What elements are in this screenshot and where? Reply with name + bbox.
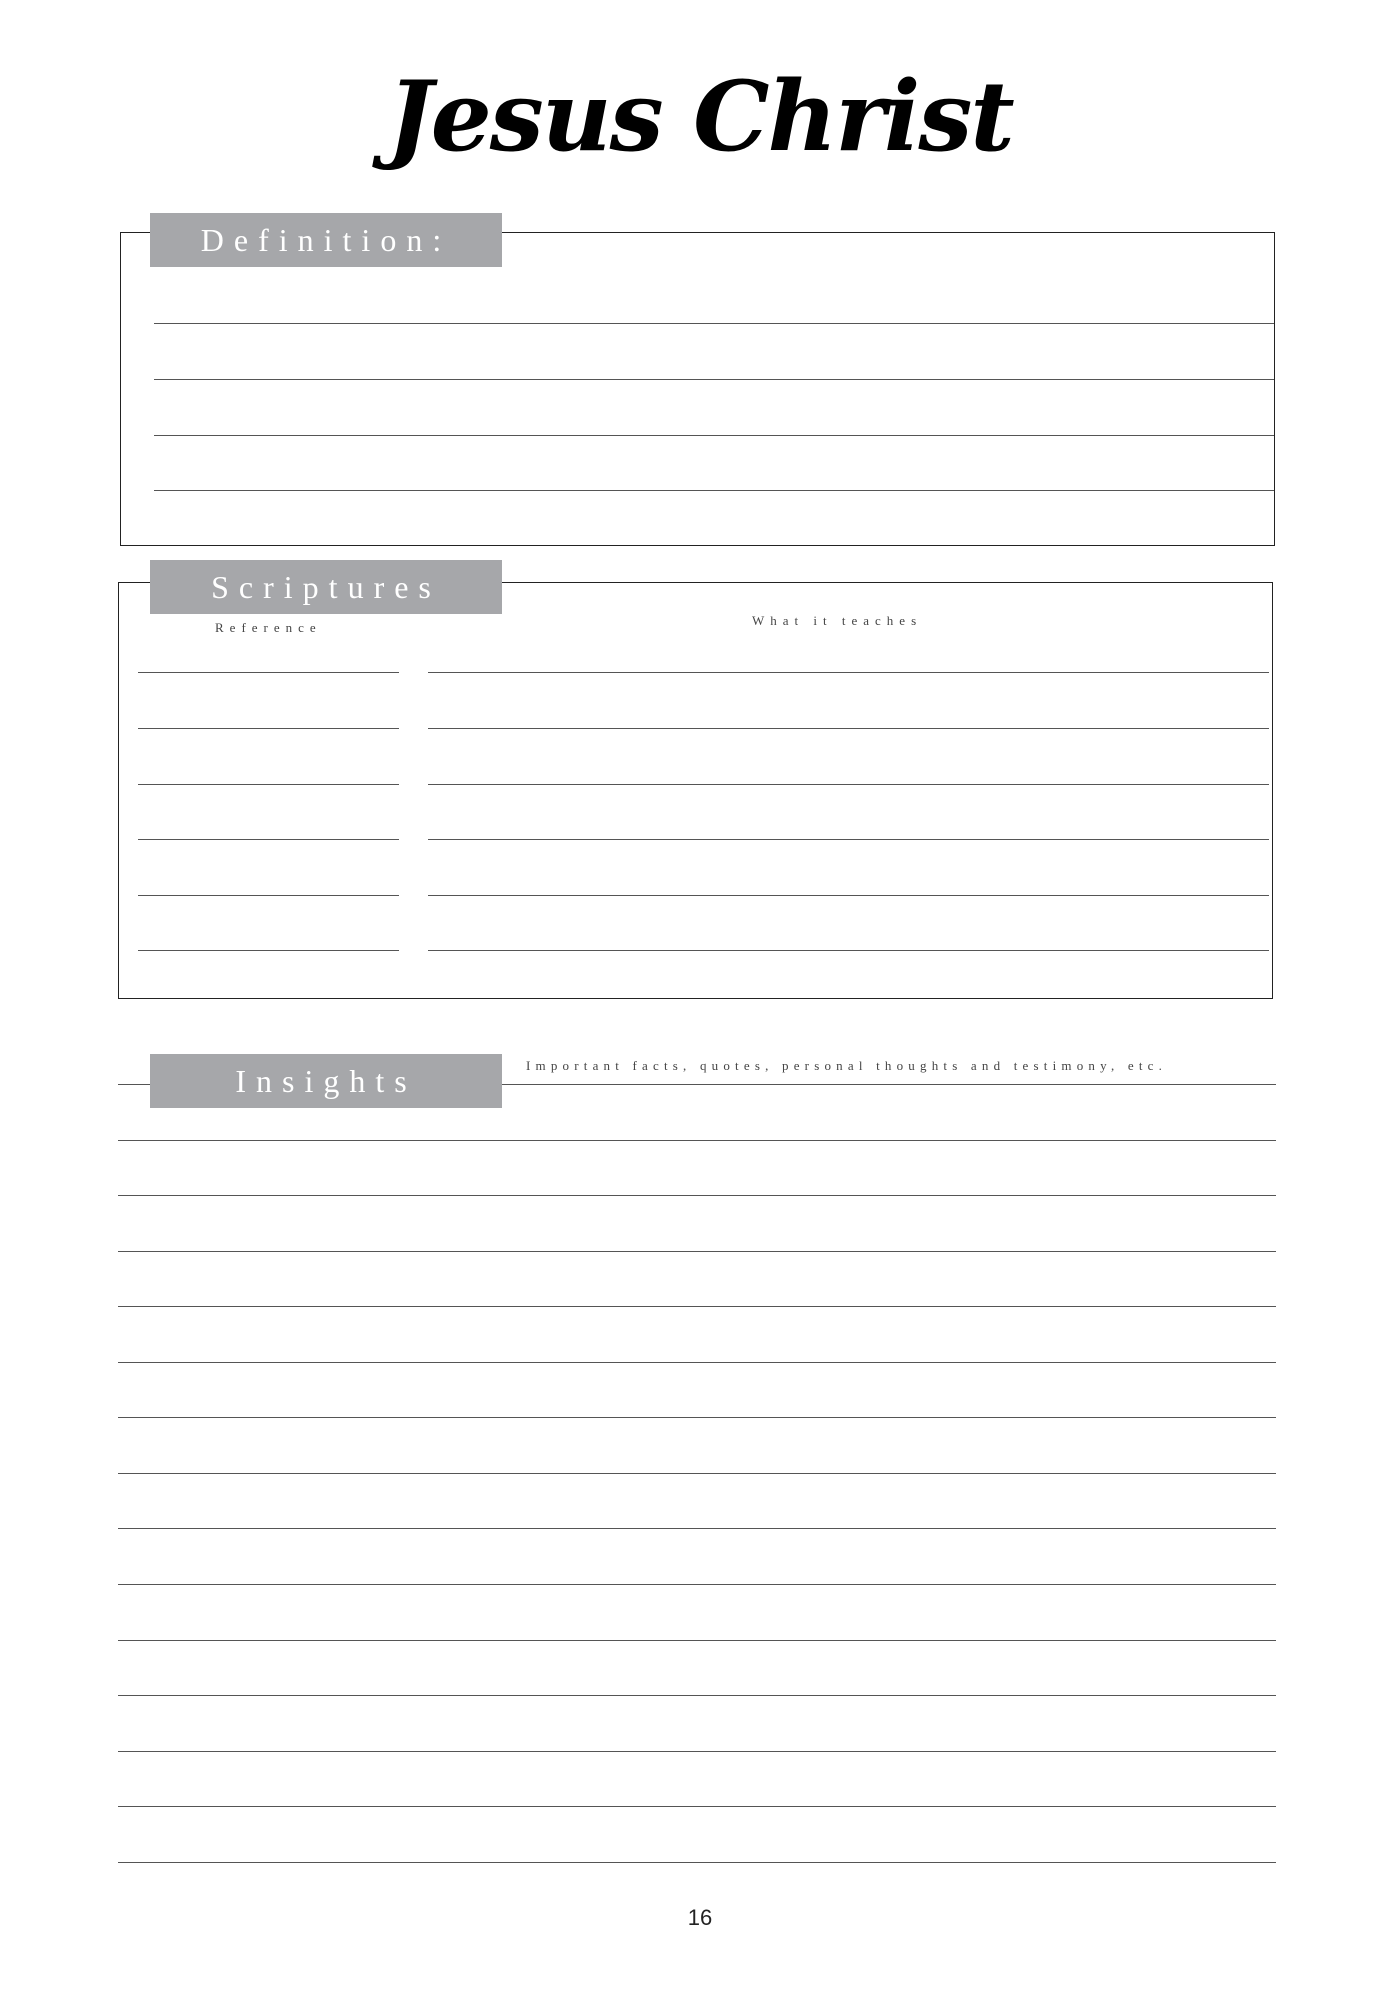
reference-line[interactable] bbox=[138, 728, 399, 729]
insights-line[interactable] bbox=[118, 1417, 1276, 1418]
definition-box bbox=[120, 232, 1275, 546]
definition-line[interactable] bbox=[154, 379, 1274, 380]
insights-line[interactable] bbox=[118, 1862, 1276, 1863]
insights-caption: Important facts, quotes, personal thoughts and testimony, etc. bbox=[526, 1058, 1168, 1073]
insights-line[interactable] bbox=[118, 1306, 1276, 1307]
reference-caption: Reference bbox=[215, 620, 322, 635]
teaches-caption: What it teaches bbox=[752, 613, 923, 628]
teaches-line[interactable] bbox=[428, 672, 1269, 673]
insights-line[interactable] bbox=[118, 1362, 1276, 1363]
teaches-line[interactable] bbox=[428, 728, 1269, 729]
reference-line[interactable] bbox=[138, 839, 399, 840]
teaches-line[interactable] bbox=[428, 950, 1269, 951]
insights-line[interactable] bbox=[118, 1195, 1276, 1196]
scriptures-tab: Scriptures bbox=[150, 560, 502, 614]
insights-line[interactable] bbox=[118, 1695, 1276, 1696]
definition-tab: Definition: bbox=[150, 213, 502, 267]
page-title: Jesus Christ bbox=[387, 60, 1013, 173]
teaches-line[interactable] bbox=[428, 784, 1269, 785]
reference-line[interactable] bbox=[138, 672, 399, 673]
insights-line[interactable] bbox=[118, 1473, 1276, 1474]
reference-line[interactable] bbox=[138, 895, 399, 896]
definition-line[interactable] bbox=[154, 323, 1274, 324]
reference-line[interactable] bbox=[138, 950, 399, 951]
insights-line[interactable] bbox=[118, 1251, 1276, 1252]
teaches-line[interactable] bbox=[428, 895, 1269, 896]
insights-line[interactable] bbox=[118, 1528, 1276, 1529]
insights-line[interactable] bbox=[118, 1751, 1276, 1752]
teaches-line[interactable] bbox=[428, 839, 1269, 840]
insights-line[interactable] bbox=[118, 1584, 1276, 1585]
page-number: 16 bbox=[687, 1905, 713, 1930]
definition-line[interactable] bbox=[154, 435, 1274, 436]
definition-line[interactable] bbox=[154, 490, 1274, 491]
insights-line[interactable] bbox=[118, 1640, 1276, 1641]
insights-line[interactable] bbox=[118, 1806, 1276, 1807]
insights-line[interactable] bbox=[118, 1140, 1276, 1141]
scriptures-box bbox=[118, 582, 1273, 999]
reference-line[interactable] bbox=[138, 784, 399, 785]
insights-tab: Insights bbox=[150, 1054, 502, 1108]
